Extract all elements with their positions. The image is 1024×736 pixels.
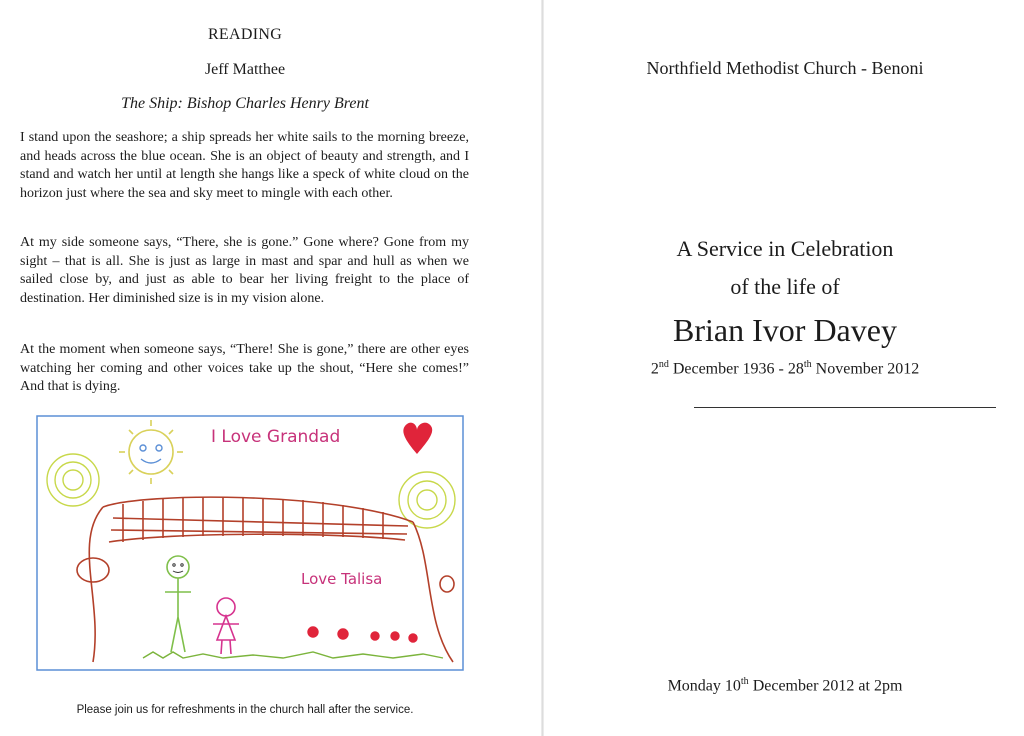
birth-rest: December 1936 - 28 xyxy=(668,360,804,378)
church-name: Northfield Methodist Church - Benoni xyxy=(646,58,924,78)
man-face xyxy=(173,564,183,573)
girl-figure xyxy=(213,598,239,654)
birth-suffix: nd xyxy=(658,359,669,370)
poem-title: The Ship: Bishop Charles Henry Brent xyxy=(121,95,369,112)
sun-icon xyxy=(119,420,183,484)
death-rest: November 2012 xyxy=(811,360,920,378)
page-fold xyxy=(541,0,544,736)
deceased-name: Brian Ivor Davey xyxy=(673,312,897,348)
reader-name: Jeff Matthee xyxy=(204,61,286,78)
refreshments-note: Please join us for refreshments in the church hall after the service. xyxy=(76,704,414,716)
heart-icon xyxy=(403,423,432,454)
right-page xyxy=(546,0,1024,736)
flowers xyxy=(308,627,417,642)
child-drawing xyxy=(33,412,467,674)
service-date-suffix: th xyxy=(740,676,749,687)
drawing-text-love-grandad: I Love Grandad xyxy=(211,427,341,447)
service-title-line-2: of the life of xyxy=(730,274,840,299)
drawing-text-love-talisa: Love Talisa xyxy=(301,570,383,588)
grass xyxy=(143,652,443,658)
service-date xyxy=(546,676,1024,695)
drawing-frame xyxy=(37,416,463,670)
birth-day: 2 xyxy=(650,360,659,378)
left-tree xyxy=(47,454,99,506)
reading-heading: READING xyxy=(207,26,283,43)
poem-paragraph-3: At the moment when someone says, “There! She is gone,” there are other eyes watching her coming and other voices take up the shout, “Here she comes!” And that is dying. xyxy=(20,342,469,394)
life-dates xyxy=(546,359,1024,378)
man-figure xyxy=(165,556,191,652)
poem-paragraph-2: At my side someone says, “There, she is gone.” Gone where? Gone from my sight – that is all. She is just as large in mast and spar and hull as when we sailed close by, and just as able to bear her living freight to the place of destination. Her diminished size is in my vision alone. xyxy=(20,235,469,306)
service-date-rest: December 2012 at 2pm xyxy=(748,677,903,695)
sun-face xyxy=(140,445,162,463)
service-date-prefix: Monday 10 xyxy=(667,677,741,695)
death-suffix: th xyxy=(803,359,812,370)
service-title-line-1: A Service in Celebration xyxy=(676,236,894,261)
poem-paragraph-1: I stand upon the seashore; a ship spreads her white sails to the morning breeze, and heads across the blue ocean. She is an object of beauty and strength, and I stand and watch her until at length she hangs like a speck of white cloud on the horizon just where the sea and sky meet to mingle with each other. xyxy=(20,130,469,201)
title-divider xyxy=(694,407,996,408)
